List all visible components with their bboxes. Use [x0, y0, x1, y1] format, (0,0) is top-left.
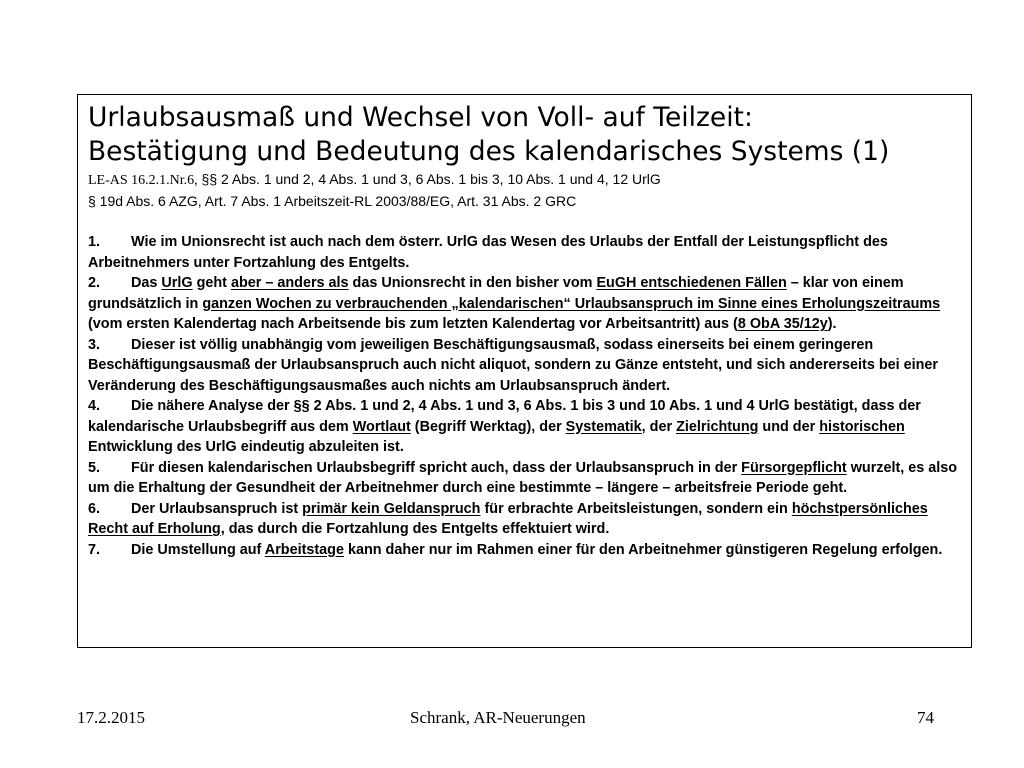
point-text: , das durch die Fortzahlung des Entgelts effektuiert wird.	[220, 521, 610, 537]
point-text: geht	[192, 275, 231, 291]
point-text: Der Urlaubsanspruch ist	[131, 500, 303, 517]
point-number: 6.	[88, 500, 101, 517]
point-2	[88, 273, 961, 335]
point-text: Dieser ist völlig unabhängig vom jeweiligen Beschäftigungsausmaß, sodass einerseits bei einem geringeren Beschäftigungsausmaß der Urlaubsanspruch auch nicht aliquot, sondern zu Gänze entsteht, und sich andererseits bei einer Veränderung des Beschäftigungsausmaßes auch nichts am Urlaubsanspruch ändert.	[88, 336, 939, 394]
footer-author: Schrank, AR-Neuerungen	[410, 708, 586, 727]
point-number: 1.	[88, 234, 101, 250]
numbered-points	[88, 232, 961, 560]
underlined-text: EuGH entschiedenen Fällen	[596, 275, 787, 291]
point-7	[88, 540, 961, 561]
point-5	[88, 458, 961, 499]
point-text: Die Umstellung auf	[131, 541, 265, 558]
point-3	[88, 335, 961, 397]
point-text: ).	[827, 316, 837, 332]
point-text: kann daher nur im Rahmen einer für den Arbeitnehmer günstigeren Regelung erfolgen.	[343, 541, 943, 558]
underlined-text: historischen	[819, 418, 905, 435]
underlined-text: Wortlaut	[352, 418, 411, 435]
point-text: das Unionsrecht in den bisher vom	[348, 275, 597, 291]
underlined-text: höchstpersönliches Recht auf Erholung	[88, 500, 928, 537]
point-text: für erbrachte Arbeitsleistungen, sondern ein	[480, 500, 792, 517]
point-number: 4.	[88, 398, 101, 414]
content-box	[77, 94, 972, 648]
point-number: 3.	[88, 336, 101, 353]
point-text: wurzelt, es also um die Erhaltung der Gesundheit der Arbeitnehmer durch eine bestimmte – längere – arbeitsfreie Periode geht.	[88, 459, 958, 496]
point-text: Wie im Unionsrecht ist auch nach dem österr. UrlG das Wesen des Urlaubs der Entfall der Leistungspflicht des Arbeitnehmers unter Fortzahlung des Entgelts.	[88, 234, 888, 271]
legal-reference-line2: § 19d Abs. 6 AZG, Art. 7 Abs. 1 Arbeitszeit-RL 2003/88/EG, Art. 31 Abs. 2 GRC	[88, 193, 577, 209]
slide-title-line1: Urlaubsausmaß und Wechsel von Voll- auf Teilzeit:	[88, 102, 753, 133]
point-text: Entwicklung des UrlG eindeutig abzuleiten ist.	[88, 439, 404, 455]
point-4	[88, 396, 961, 458]
point-number: 2.	[88, 275, 101, 291]
underlined-text: primär kein Geldanspruch	[302, 500, 481, 517]
footer-date: 17.2.2015	[77, 708, 145, 727]
point-text: Für diesen kalendarischen Urlaubsbegriff spricht auch, dass der Urlaubsanspruch in der	[131, 459, 742, 476]
underlined-text: Systematik	[565, 418, 642, 435]
point-text: Die nähere Analyse der §§ 2 Abs. 1 und 2, 4 Abs. 1 und 3, 6 Abs. 1 bis 3 und 10 Abs. 1 und 4 UrlG bestätigt, dass der kalendarische Urlaubsbegriff aus dem	[88, 398, 921, 435]
underlined-text: 8 ObA 35/12y	[737, 316, 828, 332]
point-text: – klar von einem grundsätzlich in	[88, 275, 904, 312]
underlined-text: Arbeitstage	[264, 541, 344, 558]
le-as-reference: LE-AS 16.2.1.Nr.6,	[88, 173, 198, 188]
point-number: 5.	[88, 459, 101, 476]
point-text: (Begriff Werktag), der	[410, 418, 566, 435]
point-text: und der	[758, 418, 820, 435]
point-text: , der	[641, 418, 677, 435]
legal-reference-line1	[88, 169, 961, 191]
footer-page-number: 74	[917, 708, 934, 727]
point-1	[88, 232, 961, 273]
underlined-text: Fürsorgepflicht	[741, 459, 847, 476]
underlined-text: aber – anders als	[230, 275, 349, 291]
point-6	[88, 499, 961, 540]
underlined-text: Zielrichtung	[676, 418, 759, 435]
point-text: Das	[131, 275, 162, 291]
underlined-text: ganzen Wochen zu verbrauchenden „kalendarischen“ Urlaubsanspruch im Sinne eines Erholungszeitraums	[202, 295, 941, 312]
slide-title-line2: Bestätigung und Bedeutung des kalendarisches Systems (1)	[88, 136, 890, 167]
paragraph-references: §§ 2 Abs. 1 und 2, 4 Abs. 1 und 3, 6 Abs. 1 bis 3, 10 Abs. 1 und 4, 12 UrlG	[197, 171, 661, 187]
point-text: (vom ersten Kalendertag nach Arbeitsende bis zum letzten Kalendertag vor Arbeitsantritt) aus (	[88, 316, 738, 332]
point-number: 7.	[88, 541, 101, 558]
underlined-text: UrlG	[161, 275, 193, 291]
